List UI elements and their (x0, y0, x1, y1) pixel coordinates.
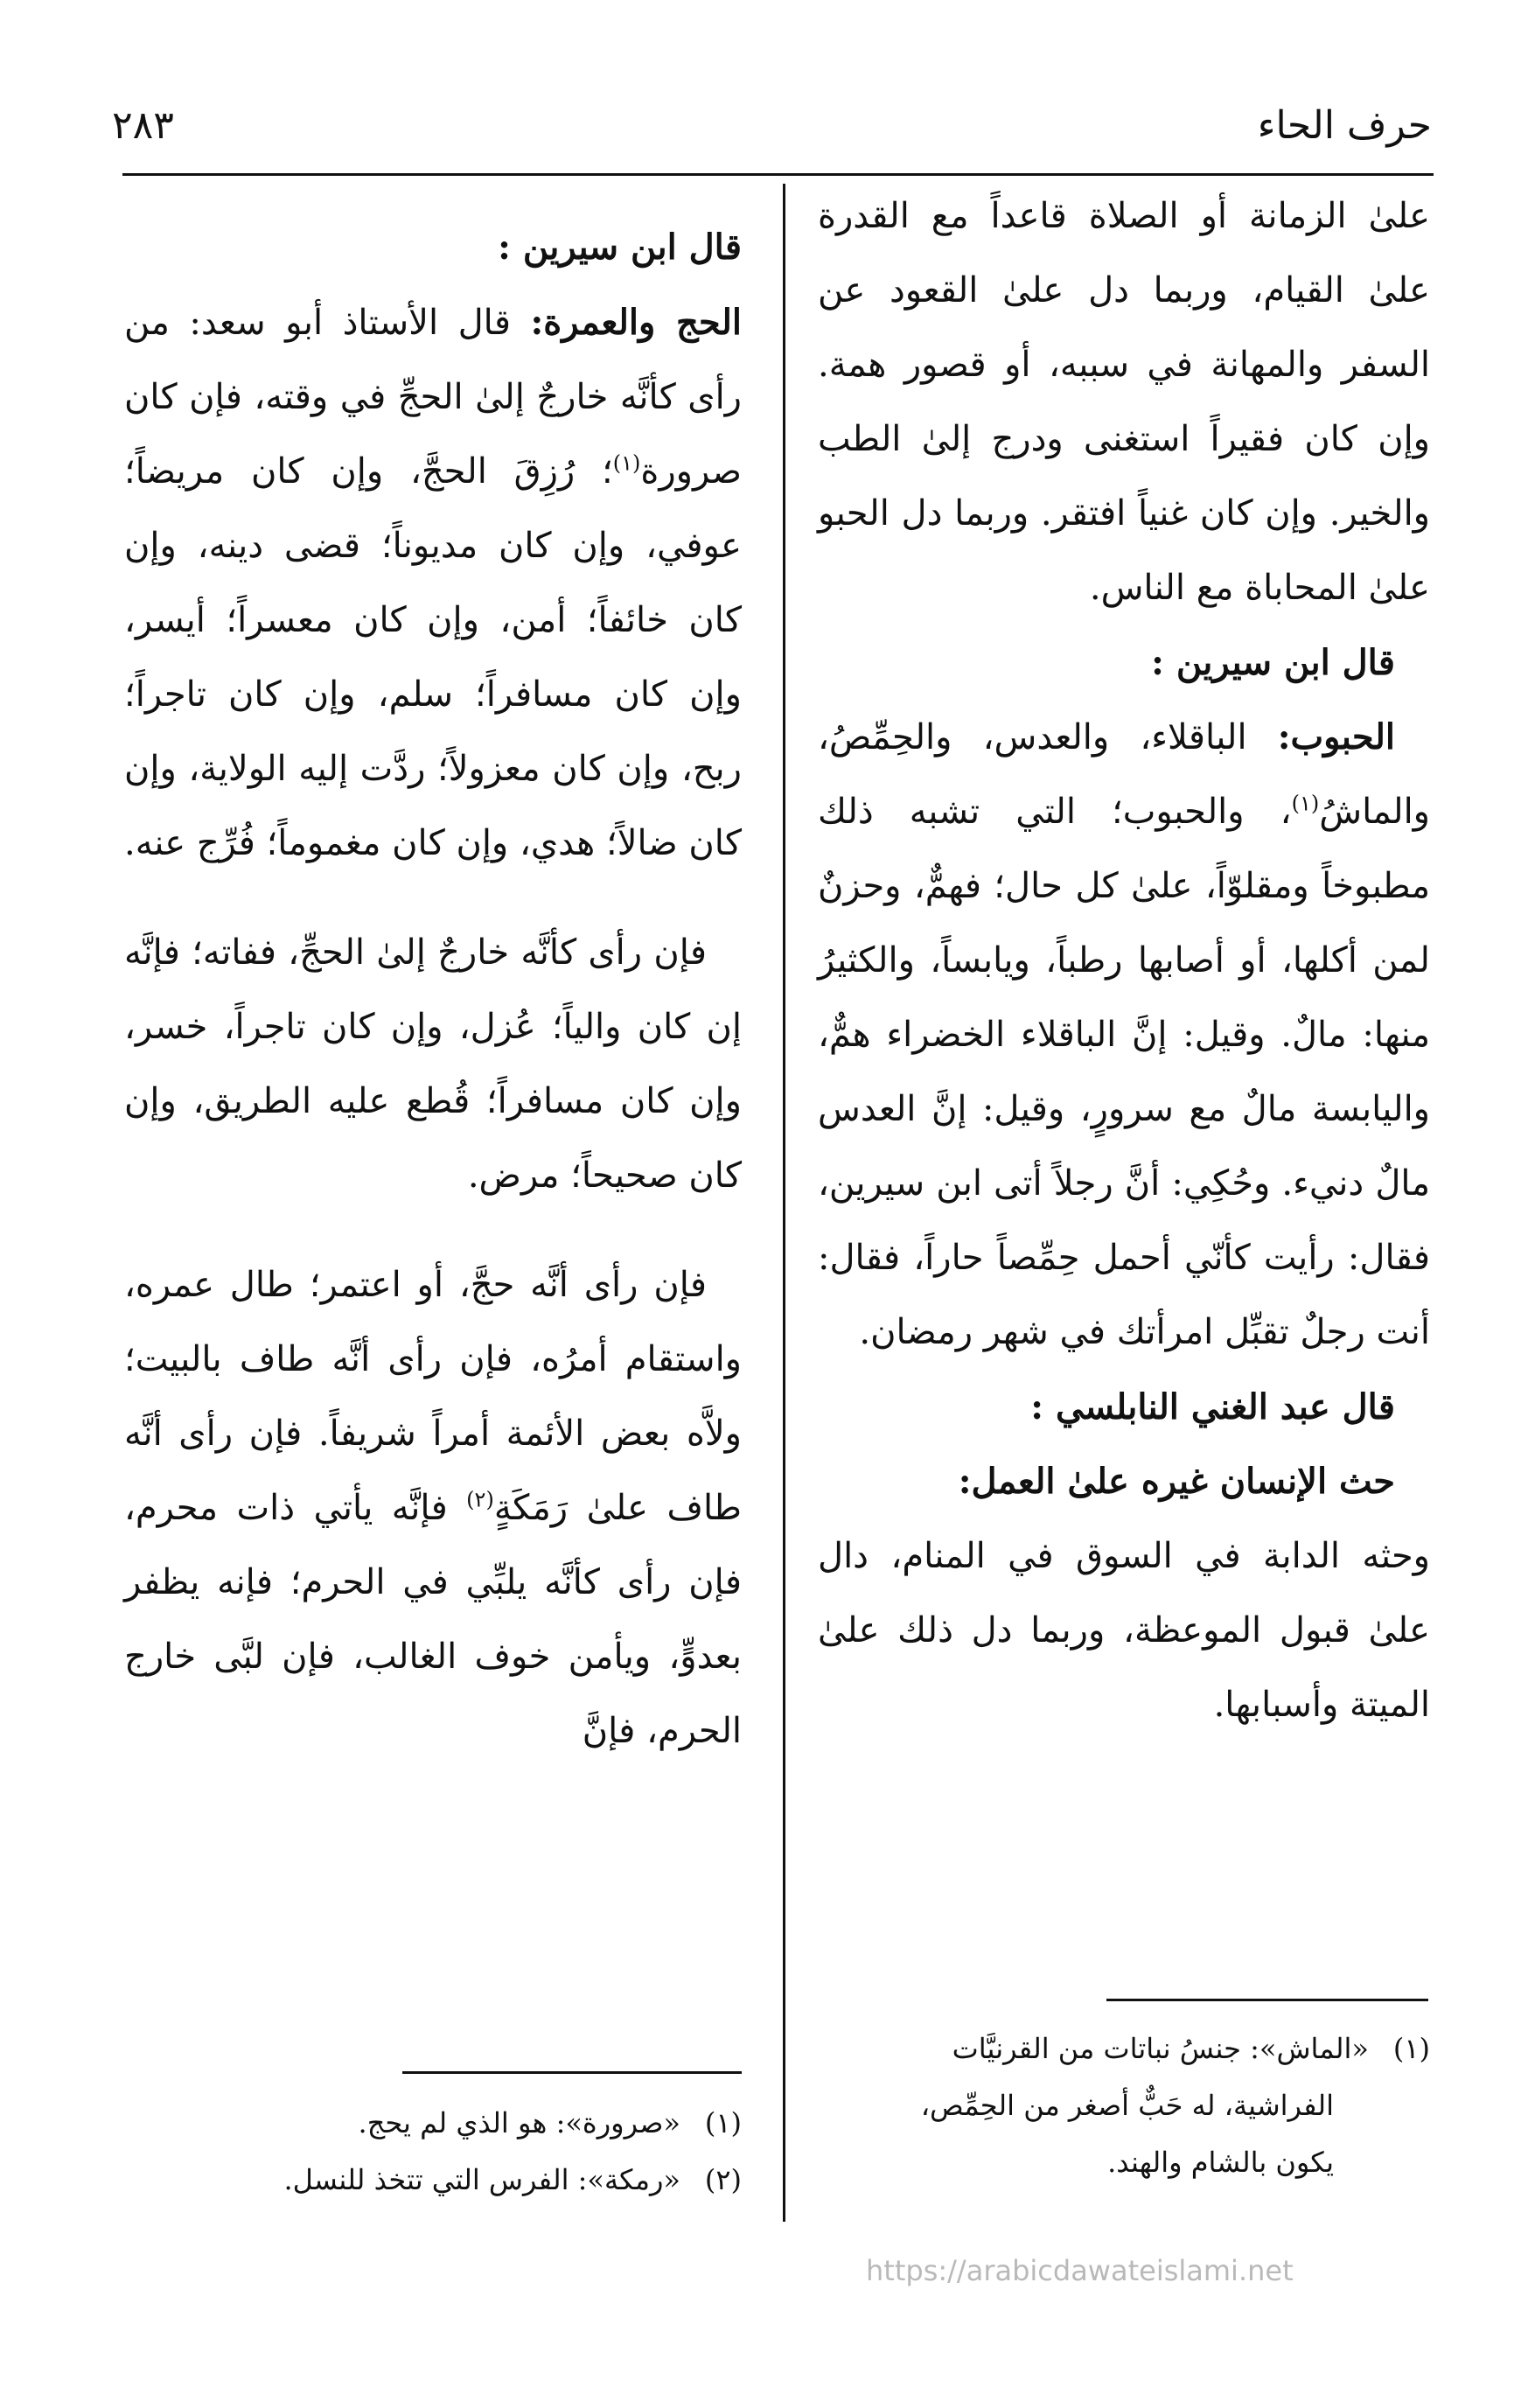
footnote: (١)«صرورة»: هو الذي لم يحج. (358, 2106, 742, 2139)
left-footnotes (124, 2095, 742, 2209)
header-rule (122, 173, 1434, 176)
paragraph: الحج والعمرة: قال الأستاذ أبو سعد: من رأى كأنَّه خارجٌ إلىٰ الحجِّ في وقته، فإن كان صرورة$^{(١)}$؛ رُزِقَ الحجَّ، وإن كان مريضاً؛ عوفي، وإن كان مديوناً؛ قضى دينه، وإن كان خائفاً؛ أمن، وإن كان معسراً؛ أيسر، وإن كان مسافراً؛ سلم، وإن كان تاجراً؛ ربح، وإن كان معزولاً؛ ردَّت إليه الولاية، وإن كان ضالاً؛ هدي، وإن كان مغموماً؛ فُرِّج عنه. (124, 302, 742, 863)
footnote: (١)«الماش»: جنسُ نباتات من القرنيَّات (952, 2032, 1430, 2065)
footnote-rule (1106, 1999, 1428, 2001)
watermark-url: https://arabicdawateislami.net (866, 2254, 1294, 2287)
paragraph: فإن رأى أنَّه حجَّ، أو اعتمر؛ طال عمره، واستقام أمرُه، فإن رأى أنَّه طاف بالبيت؛ ولاَّه بعض الأئمة أمراً شريفاً. فإن رأى أنَّه طاف علىٰ رَمَكَةٍ$^{(٢)}$ فإنَّه يأتي ذات محرم، فإن رأى كأنَّه يلبِّي في الحرم؛ فإنه يظفر بعدوٍّ، ويأمن خوف الغالب، فإن لبَّى خارج الحرم، فإنَّ (124, 1265, 742, 1751)
entry-term-line (818, 1444, 1430, 1519)
section-heading: قال ابن سيرين : (1151, 642, 1395, 683)
section-heading: قال عبد الغني النابلسي : (1030, 1386, 1395, 1427)
paragraph: علىٰ الزمانة أو الصلاة قاعداً مع القدرة علىٰ القيام، وربما دل علىٰ القعود عن السفر والمهانة في سببه، أو قصور همة. وإن كان فقيراً استغنى ودرج إلىٰ الطب والخير. وإن كان غنياً افتقر. وربما دل الحبو علىٰ المحاباة مع الناس. (818, 196, 1430, 608)
paragraph: وحثه الدابة في السوق في المنام، دال علىٰ قبول الموعظة، وربما دل ذلك علىٰ الميتة وأسبابها. (818, 1536, 1430, 1725)
footnote: (٢)«رمكة»: الفرس التي تتخذ للنسل. (283, 2163, 742, 2196)
paragraph: فإن رأى كأنَّه خارجٌ إلىٰ الحجِّ، ففاته؛ فإنَّه إن كان والياً؛ عُزل، وإن كان تاجراً، خسر، وإن كان مسافراً؛ قُطع عليه الطريق، وإن كان صحيحاً؛ مرض. (124, 932, 742, 1196)
footnote-ref: (٢) (466, 1487, 494, 1512)
right-column (818, 179, 1430, 1742)
footnote-ref: (١) (1291, 791, 1320, 816)
left-column (124, 210, 742, 1769)
page-number: ٢٨٣ (112, 103, 174, 148)
entry-term: حث الإنسان غيره علىٰ العمل: (958, 1461, 1395, 1502)
entry-term: الحج والعمرة: (530, 302, 742, 343)
right-footnotes: (١)«الماش»: جنسُ نباتات من القرنيَّات الفراشية، له حَبٌّ أصغر من الحِمِّص، يكون بالشام والهند. (818, 2021, 1430, 2191)
entry-term: الحبوب: (1277, 716, 1395, 757)
paragraph: الحبوب: الباقلاء، والعدس، والحِمِّصُ، والماشُ$^{(١)}$، والحبوب؛ التي تشبه ذلك مطبوخاً ومقلوّاً، علىٰ كل حال؛ فهمٌّ، وحزنٌ لمن أكلها، أو أصابها رطباً، ويابساً، والكثيرُ منها: مالٌ. وقيل: إنَّ الباقلاء الخضراء همٌّ، واليابسة مالٌ مع سرورٍ، وقيل: إنَّ العدس مالٌ دنيء. وحُكِي: أنَّ رجلاً أتى ابن سيرين، فقال: رأيت كأنّي أحمل حِمِّصاً حاراً، فقال: أنت رجلٌ تقبِّل امرأتك في شهر رمضان. (818, 716, 1430, 1352)
paragraph (124, 210, 742, 285)
footnote-ref: (١) (612, 450, 641, 476)
footnote-rule (402, 2071, 742, 2074)
running-header-title: حرف الحاء (1257, 103, 1432, 148)
column-divider (783, 184, 785, 2222)
section-heading: قال ابن سيرين : (498, 227, 742, 268)
